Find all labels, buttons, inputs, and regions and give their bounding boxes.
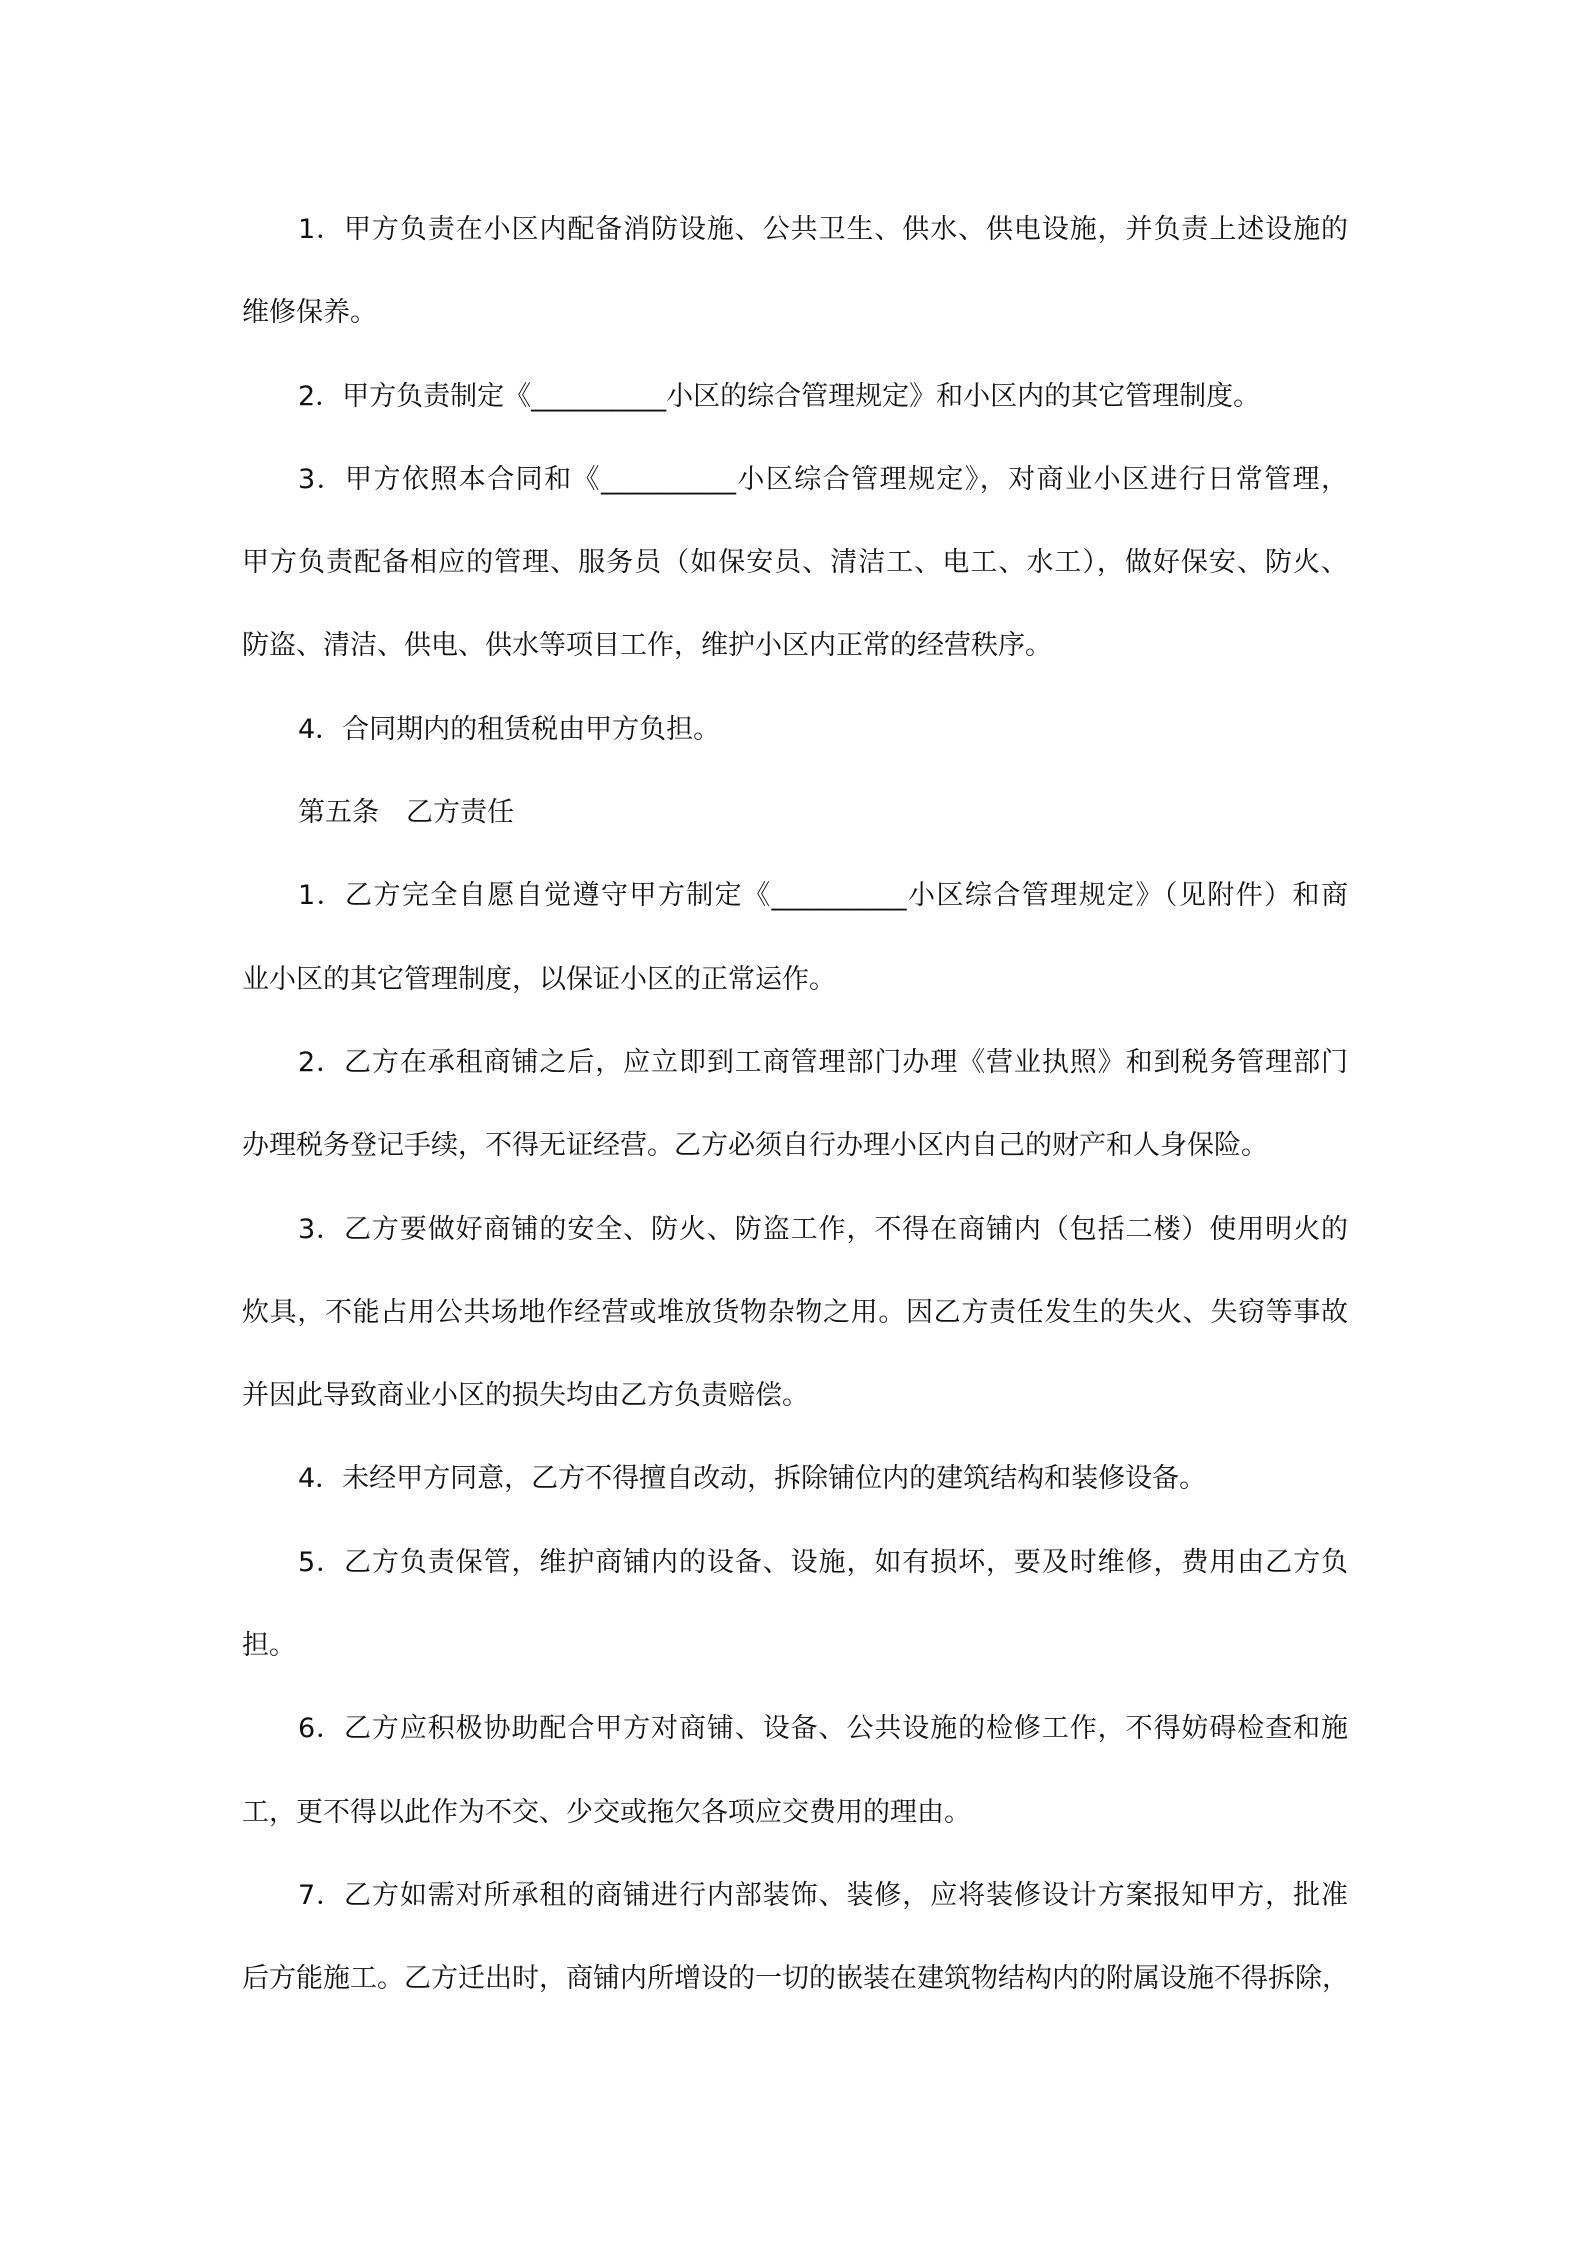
text-line: 维修保养。 <box>242 297 377 329</box>
clause-paragraph <box>242 355 1348 438</box>
text-line: 工，更不得以此作为不交、少交或拖欠各项应交费用的理由。 <box>242 1796 971 1828</box>
text-line: 担。 <box>242 1630 296 1662</box>
clause-paragraph <box>242 1854 1348 2021</box>
clause-paragraph <box>242 1687 1348 1854</box>
clause-paragraph <box>242 438 1348 688</box>
text-line: 7．乙方如需对所承租的商铺进行内部装饰、装修，应将装修设计方案报知甲方，批准 <box>298 1879 1348 1911</box>
document-body <box>242 188 1348 2021</box>
clause-paragraph <box>242 854 1348 1021</box>
section-heading <box>242 771 1348 854</box>
text-line: 1．甲方负责在小区内配备消防设施、公共卫生、供水、供电设施，并负责上述设施的 <box>298 214 1348 245</box>
clause-paragraph <box>242 188 1348 355</box>
text-line: 并因此导致商业小区的损失均由乙方负责赔偿。 <box>242 1380 809 1412</box>
clause-paragraph <box>242 1021 1348 1188</box>
text-line: 办理税务登记手续，不得无证经营。乙方必须自行办理小区内自己的财产和人身保险。 <box>242 1130 1268 1162</box>
text-line: 3．乙方要做好商铺的安全、防火、防盗工作，不得在商铺内（包括二楼）使用明火的 <box>298 1213 1348 1245</box>
text-line: 3．甲方依照本合同和《__________小区综合管理规定》，对商业小区进行日常管理， <box>298 463 1348 495</box>
text-line: 后方能施工。乙方迁出时，商铺内所增设的一切的嵌装在建筑物结构内的附属设施不得拆除， <box>242 1963 1349 1995</box>
clause-paragraph <box>242 1521 1348 1688</box>
text-line: 2．甲方负责制定《__________小区的综合管理规定》和小区内的其它管理制度。 <box>298 380 1261 412</box>
text-line: 5．乙方负责保管，维护商铺内的设备、设施，如有损坏，要及时维修，费用由乙方负 <box>298 1546 1348 1578</box>
text-line: 业小区的其它管理制度，以保证小区的正常运作。 <box>242 963 836 995</box>
text-line: 防盗、清洁、供电、供水等项目工作，维护小区内正常的经营秩序。 <box>242 630 1052 662</box>
text-line: 甲方负责配备相应的管理、服务员（如保安员、清洁工、电工、水工），做好保安、防火、 <box>242 547 1348 579</box>
clause-paragraph <box>242 1437 1348 1520</box>
heading-text: 第五条 乙方责任 <box>298 797 514 829</box>
text-line: 4．未经甲方同意，乙方不得擅自改动，拆除铺位内的建筑结构和装修设备。 <box>298 1463 1207 1495</box>
text-line: 1．乙方完全自愿自觉遵守甲方制定《__________小区综合管理规定》（见附件）和商 <box>298 880 1348 912</box>
text-line: 炊具，不能占用公共场地作经营或堆放货物杂物之用。因乙方责任发生的失火、失窃等事故 <box>242 1296 1348 1328</box>
clause-paragraph <box>242 688 1348 771</box>
text-line: 2．乙方在承租商铺之后，应立即到工商管理部门办理《营业执照》和到税务管理部门 <box>298 1046 1348 1078</box>
clause-paragraph <box>242 1188 1348 1438</box>
text-line: 4．合同期内的租赁税由甲方负担。 <box>298 713 721 745</box>
text-line: 6．乙方应积极协助配合甲方对商铺、设备、公共设施的检修工作，不得妨碍检查和施 <box>298 1713 1348 1745</box>
